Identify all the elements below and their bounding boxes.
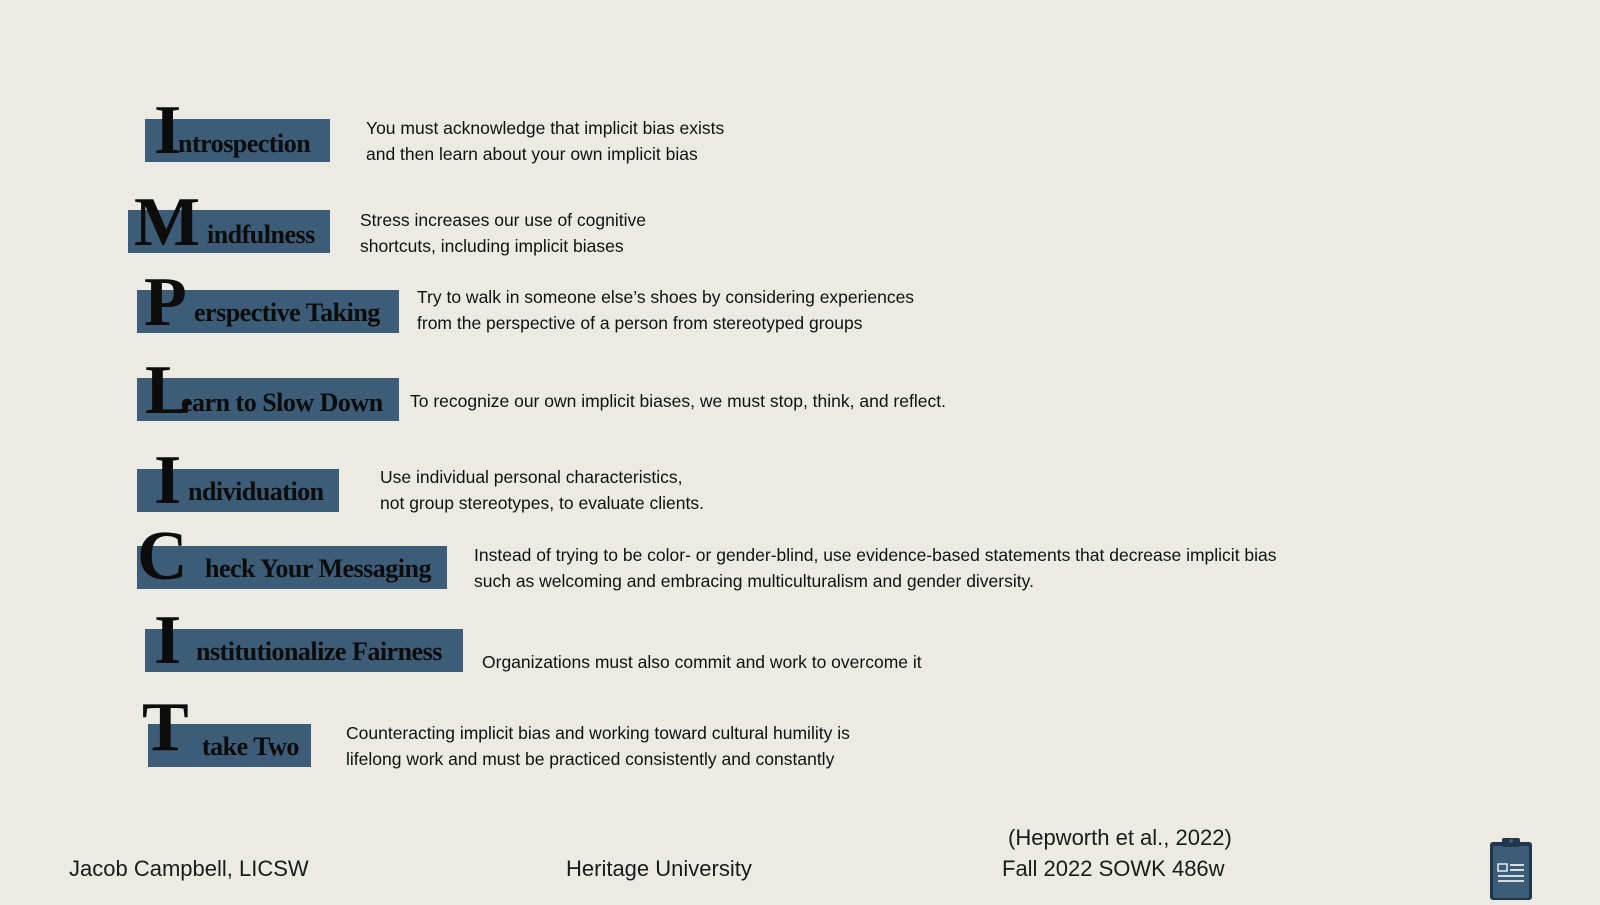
item-description: Use individual personal characteristics, not group stereotypes, to evaluate clients. <box>380 467 704 513</box>
footer-course: Fall 2022 SOWK 486w <box>1002 856 1225 881</box>
big-letter: I <box>154 602 182 679</box>
item-description: Counteracting implicit bias and working toward cultural humility is lifelong work and must be practiced consistently and constantly <box>346 723 850 769</box>
word-label: earn to Slow Down <box>181 388 383 417</box>
big-letter: P <box>144 264 187 341</box>
big-letter: L <box>145 352 192 429</box>
item-description: Stress increases our use of cognitive shortcuts, including implicit biases <box>360 210 646 256</box>
item-description: Organizations must also commit and work to overcome it <box>482 652 922 672</box>
footer-author: Jacob Campbell, LICSW <box>69 856 309 881</box>
item-description: Instead of trying to be color- or gender-blind, use evidence-based statements that decrease implicit bias such as welcoming and embracing multiculturalism and gender diversity. <box>474 545 1277 591</box>
word-label: heck Your Messaging <box>205 554 431 583</box>
big-letter: M <box>134 184 201 261</box>
clipboard-icon[interactable] <box>1489 836 1533 900</box>
footer-citation: (Hepworth et al., 2022) <box>1008 825 1232 850</box>
footer-institution: Heritage University <box>566 856 752 881</box>
item-description: Try to walk in someone else’s shoes by considering experiences from the perspective of a person from stereotyped groups <box>417 287 915 333</box>
word-label: erspective Taking <box>194 298 380 327</box>
item-description: You must acknowledge that implicit bias exists and then learn about your own implicit bias <box>366 118 725 164</box>
big-letter: I <box>154 442 182 519</box>
word-label: take Two <box>202 732 299 761</box>
word-label: nstitutionalize Fairness <box>196 637 442 666</box>
word-label: ntrospection <box>178 129 311 158</box>
word-label: ndividuation <box>188 477 324 506</box>
big-letter: I <box>154 92 182 169</box>
item-description: To recognize our own implicit biases, we must stop, think, and reflect. <box>410 391 946 411</box>
big-letter: T <box>142 689 189 766</box>
word-label: indfulness <box>207 220 315 249</box>
big-letter: C <box>137 518 188 595</box>
